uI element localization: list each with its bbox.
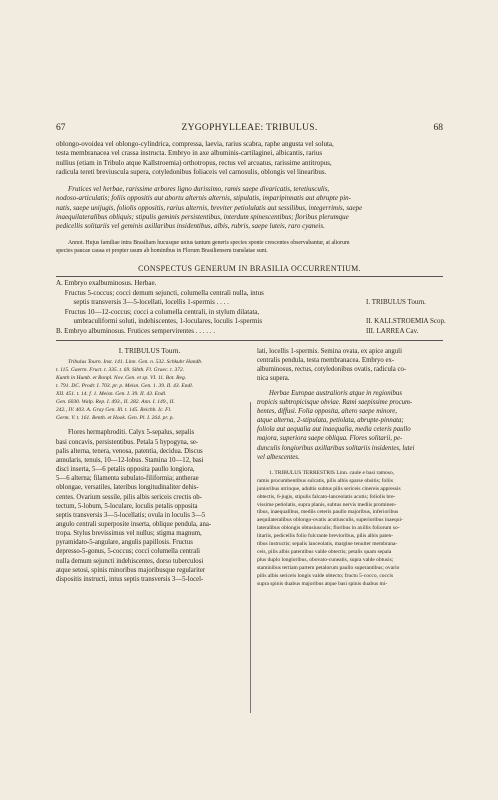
description-line: angulo centrali superposite inserta, oblique pendula, ana-: [56, 520, 212, 528]
genus-references: [56, 359, 243, 422]
key-line: [56, 327, 443, 337]
genus-heading: I. TRIBULUS Tourn.: [118, 347, 181, 355]
text-line: lati, locellis 1-spermis. Semina ovata, ex apice anguli: [257, 348, 402, 355]
reference-line: 242., IV. 403. A. Gray Gen. Ill. t. 145. Reichb. Ic. Fl.: [56, 406, 172, 413]
text-line: atque alterna, 2-stipulata, petiolata, abrupte-pinnata;: [257, 417, 404, 425]
description-line: tropa. Stylus brevissimus vel nullus; stigma magnum,: [56, 530, 202, 538]
intro-paragraph: [56, 140, 443, 177]
page-number-right: 68: [433, 123, 443, 133]
species-line: ramis procumbentibus sulcatis, pilis albis sparse obsitis; foliis: [257, 477, 393, 484]
species-line: tibus instructis; sepalis lanceolatis, margine tenuiter membrana-: [257, 541, 398, 548]
species-line: lateralibus oblongis obtusiusculis; floribus in axillis foliorum so-: [257, 525, 400, 532]
text-line: foliola aut aequalia aut inaequalia, media ceteris paullo: [257, 426, 411, 434]
description-line: depresso-5-gonus, 5-coccus; cocci columella centrali: [56, 548, 200, 556]
reference-line: t. 115. Gaertn. Fruct. t. 335. t. 69. Sibth. Fl. Graec. t. 372.: [56, 367, 185, 374]
description-line: palis alterna, tenera, venosa, patentia, decidua. Discus: [56, 447, 203, 455]
key-text: septis transversis 3—5-locellati, locellis 1-spermis . . . .: [56, 298, 229, 307]
key-genus: III. LARREA Cav.: [366, 326, 419, 335]
running-header: [56, 123, 443, 135]
description-line: atque setosi, spinis minoribus majoribusque regulariter: [56, 566, 206, 574]
right-column: [257, 347, 443, 588]
key-line: [56, 317, 446, 327]
text-line: centralis pendula, testa membranacea. Embryo ex-: [257, 357, 395, 365]
annotation-line: species paucae causa et propter usum ab hominibus in Florum Brasiliensem translatae sunt.: [56, 248, 268, 255]
key-genus: I. TRIBULUS Tourn.: [366, 298, 426, 307]
genus-key: [56, 279, 446, 337]
description-line: oblongae, versatiles, lateribus longitudinaliter dehis-: [56, 484, 199, 492]
text-line: nica supera.: [257, 375, 290, 383]
text-line: majora, superiora saepe obliqua. Flores solitarii, pe-: [257, 435, 403, 443]
species-line: 1. TRIBULUS TERRESTRIS Linn. caule e basi ramoso,: [269, 469, 395, 476]
key-line: [56, 308, 443, 318]
species-line: tibus, inaequalibus, mediis ceteris paullo majoribus, inferioribus: [257, 509, 399, 516]
text-line: albuminosus, rectus, cotyledonibus ovatis, radicula co-: [257, 366, 407, 374]
reference-line: Tribulus Tourn. Inst. 141. Linn. Gen. n. 532. Schkuhr Handb.: [68, 359, 203, 366]
column-divider: [250, 402, 251, 713]
reference-line: t. 791. DC. Prodr. I. 703. pr. p. Meisn. Gen. 1. 39. II. 43. Endl.: [56, 382, 194, 389]
description-line: septis transversis 3—5-locellatis; ovula in loculis 3—5: [56, 511, 206, 519]
species-line: supra spinis duabus majoribus atque basi spinis duabus mi-: [257, 580, 388, 587]
species-line: pilis albis sericeis longis valde obtecto; fructu 5-cocco, coccis: [257, 572, 394, 579]
fruit-continuation: [257, 347, 443, 384]
divider: [56, 340, 443, 341]
species-line: litariis, pedicellis folio fulcrante brevioribus, pilis albis paten-: [257, 533, 394, 540]
reference-line: Kunth in Humb. et Bonpl. Nov. Gen. et sp. VI. 11. Bot. Reg.: [56, 374, 187, 381]
text-line: vel albescentes.: [257, 453, 300, 461]
species-line: obtectis, 6-jugis, stipulis falcato-lanceolatis acutis; foliolis bre-: [257, 493, 396, 500]
description-line: pyramidato-5-angulare, angulis papillosis. Fructus: [56, 539, 193, 547]
key-line: [56, 279, 443, 289]
description-line: centes. Ovarium sessile, pilis albis sericeis crectis ob-: [56, 493, 202, 501]
key-text: A. Embryo exalbuminosus. Herbae.: [56, 279, 157, 287]
description-line: 5—6 alterna; filamenta subulato-filiformia; antherae: [56, 475, 199, 483]
key-text: Fructus 10—12-coccus; cocci a columella centrali, in stylum dilatata,: [56, 307, 260, 316]
description-line: annularis, tenuis, 10—12-lobus. Stamina 10—12, basi: [56, 456, 204, 464]
intro-line: nullius (etiam in Tribulo atque Kallstroemia) orthotropus, rectus vel arcuatus, rarissime antitropus,: [56, 158, 332, 167]
description-line: tectum, 5-lobum, 5-loculare, loculis petalis opposita: [56, 502, 198, 510]
intro-line: radicula tereti breviuscula supera, cotyledonibus foliaceis vel carnosulis, oblongis vel linearibus.: [56, 167, 327, 176]
intro-line: oblongo-ovoidea vel oblongo-cylindrica, compressa, laevia, rarius scabra, raphe angusta vel soluta,: [56, 140, 334, 148]
species-line: vissime petiolatis, supra planis, subtus nervis mediis prominen-: [257, 501, 397, 508]
species-line: ceis, pilis albis patentibus valde obtectis; petalis quam sepala: [257, 548, 392, 555]
key-line: [56, 298, 443, 308]
annotation-line: Annot. Hujus familiae intra Brasiliam hucusque unius tantum generis species sponte crescentes observabantur, at aliorum: [68, 240, 350, 246]
annotation: [56, 239, 443, 255]
text-line: dunculis longioribus axillaribus solitariis insidentes, lutei: [257, 444, 415, 452]
description-line: nulla demum sejuncti indehiscentes, dorso tuberculosi: [56, 557, 204, 565]
frutices-line: natis, saepe unijugis, foliolis oppositis, rarius alternis, breviter petiolulatis aut sessilibus, integerrimis, saepe: [56, 203, 363, 212]
genus-description: [56, 428, 243, 584]
description-line: disci inserta, 5—6 petalis opposita paullo longiora,: [56, 466, 195, 474]
key-text: Fructus 5-coccus; cocci demum sejuncti, columella centrali nulla, intus: [56, 288, 264, 297]
species-line: plus duplo longioribus, obovato-cuneatis, supra valde obtusis;: [257, 556, 394, 563]
divider: [56, 276, 443, 277]
frutices-paragraph: [56, 185, 443, 231]
text-line: tropicis subtropicisque obviae. Rami saepissime procum-: [257, 398, 413, 406]
conspectus-title: CONSPECTUS GENERUM IN BRASILIA OCCURRENTIUM.: [138, 264, 361, 273]
intro-line: testa membranacea vel crassa instructa. Embryo in axe albuminis-cartilaginei, albicantis, rarius: [56, 149, 323, 158]
species-line: aequilateralibus oblongo-ovatis acutiusculis, superioribus inaequi-: [257, 517, 403, 524]
species-description: [257, 470, 443, 589]
key-text: umbraculiformi soluti, indehiscentes, 1-loculares, loculis 1-spermis: [56, 317, 263, 326]
page-number-left: 67: [56, 123, 66, 133]
reference-line: Germ. V. t. 161. Benth. et Hook. Gen. Pl. I. 264. pr. p.: [56, 414, 174, 421]
frutices-line: inaequilateralibus obliquis; stipulis geminis persistentibus, interdum spinescentibus; floribus plerumque: [56, 212, 349, 221]
key-line: [56, 289, 443, 299]
reference-line: XII. 451. t. 14. f. 1. Meisn. Gen. I. 39. II. 43. Endl.: [56, 390, 167, 397]
description-line: basi concavis, persistentibus. Petala 5 hypogyna, se-: [56, 438, 199, 446]
text-line: bentes, diffusi. Folia opposita, altero saepe minore,: [257, 407, 397, 415]
frutices-line: Frutices vel herbae, rarissime arbores ligno durissimo, ramis saepe divaricatis, teretiusculis,: [68, 185, 330, 193]
description-line: dispositis instructi, intus septis transversis 3—5-locel-: [56, 575, 204, 583]
running-title: ZYGOPHYLLEAE: TRIBULUS.: [181, 123, 318, 133]
text-line: Herbae Europae australioris atque in regionibus: [269, 389, 402, 397]
key-text: B. Embryo albuminosus. Frutices sempervirentes . . . . . .: [56, 326, 216, 335]
frutices-line: pedicellis solitariis vel geminis axillaribus insidentibus, albis, rubris, saepe luteis, raro cyaneis.: [56, 222, 325, 231]
left-column: [56, 347, 243, 584]
reference-line: Gen. 6030. Walp. Rep. I. 493., II. 282. Ann. I. 149., II.: [56, 398, 175, 405]
species-line: staminibus tertiam partem petalorum paullo superantibus; ovario: [257, 564, 400, 571]
species-line: junioribus utrinque, adultis subtus pilis sericeis cinereis appressis: [257, 485, 401, 492]
key-genus: II. KALLSTROEMIA Scop.: [366, 317, 446, 326]
frutices-line: nodoso-articulatis; foliis oppositis aut abortu alternis alternis, stipulatis, imparipinnatis aut abrupte pin-: [56, 194, 351, 203]
description-line: Flores hermaphroditi. Calyx 5-sepalus, sepalis: [68, 429, 195, 437]
herbae-paragraph: [257, 389, 443, 462]
